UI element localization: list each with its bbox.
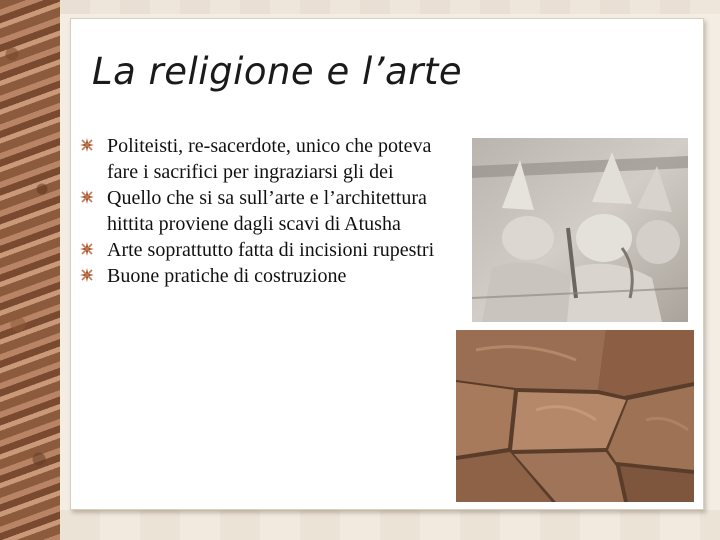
list-item (80, 133, 445, 185)
bullet-list (80, 133, 445, 289)
slide-title: La religione e l’arte (92, 50, 463, 93)
bullet-ornament-icon (80, 242, 94, 256)
top-border (60, 0, 720, 14)
decorative-marble-border (0, 0, 60, 540)
list-item (80, 185, 445, 237)
list-item (80, 263, 445, 289)
bullet-text: Buone pratiche di costruzione (107, 265, 347, 287)
bullet-text: Arte soprattutto fatta di incisioni rupestri (107, 239, 435, 261)
bullet-ornament-icon (80, 138, 94, 152)
list-item (80, 237, 445, 263)
stone-wall-photo (456, 330, 694, 502)
rock-relief-photo (472, 138, 688, 322)
bottom-border (60, 510, 720, 540)
bullet-text: Quello che si sa sull’arte e l’architettura hittita proviene dagli scavi di Atusha (107, 187, 427, 235)
bullet-ornament-icon (80, 190, 94, 204)
bullet-ornament-icon (80, 268, 94, 282)
bullet-text: Politeisti, re-sacerdote, unico che poteva fare i sacrifici per ingraziarsi gli dei (107, 135, 432, 183)
